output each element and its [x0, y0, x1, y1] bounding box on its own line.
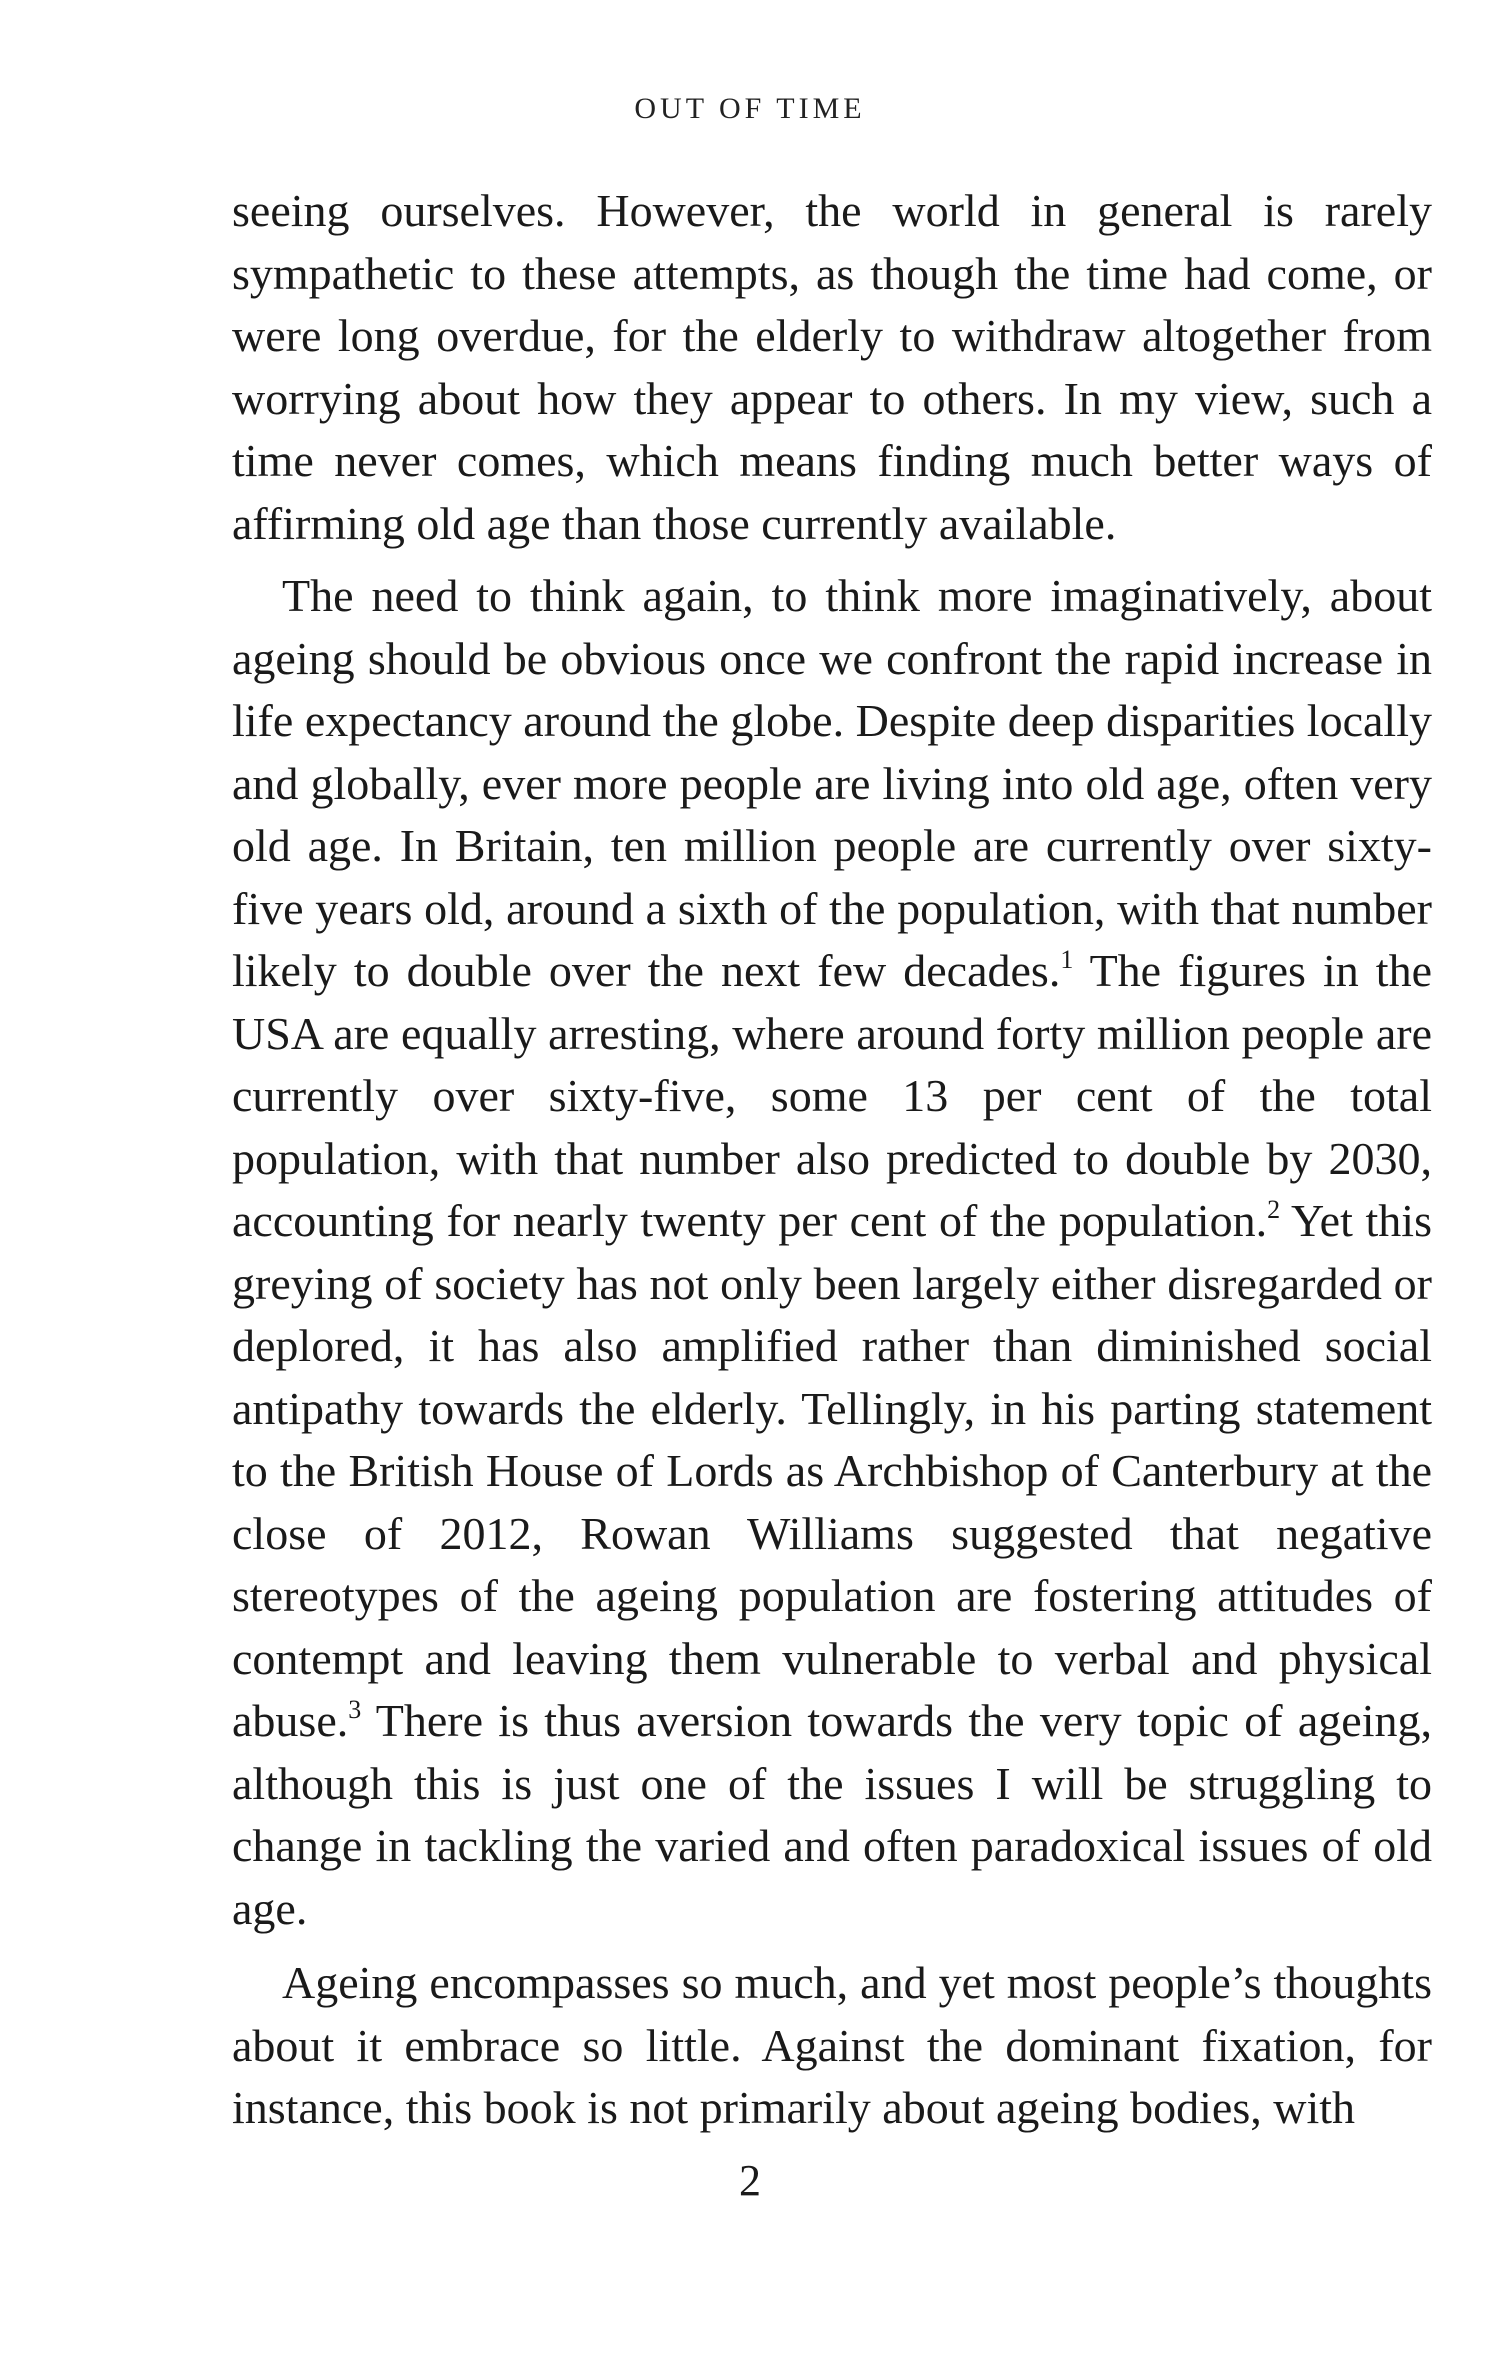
paragraph-3: Ageing encompasses so much, and yet most people’s thoughts about it embrace so little. Against the dominant fixation, for instance, this book is not primarily about ageing bodies, with — [232, 1957, 1432, 2133]
paragraph-1: seeing ourselves. However, the world in general is rarely sympathetic to these attempts, as though the time had come, or were long overdue, for the elderly to withdraw altogether from worrying about how they appear to others. In my view, such a time never comes, which means finding much better ways of affirming old age than those currently available. — [232, 185, 1432, 549]
paragraph-2-segment-1: The need to think again, to think more imaginatively, about ageing should be obvious once we confront the rapid increase in life expectancy around the globe. Despite deep disparities locally and globally, ever more people are living into old age, often very old age. In Britain, ten million people are currently over sixty-five years old, around a sixth of the population, with that number likely to double over the next few decades. — [232, 570, 1432, 996]
footnote-mark-3: 3 — [348, 1694, 362, 1724]
body-text — [232, 180, 1432, 2140]
footnote-mark-1: 1 — [1060, 944, 1074, 974]
paragraph-2 — [232, 565, 1432, 1940]
footnote-mark-2: 2 — [1267, 1194, 1281, 1224]
paragraph-2-segment-2: The figures in the USA are equally arresting, where around forty million people are currently over sixty-five, some 13 per cent of the total population, with that number also predicted to double by 2030, accounting for nearly twenty per cent of the population. — [232, 945, 1432, 1246]
paragraph-2-segment-4: There is thus aversion towards the very topic of ageing, although this is just one of the issues I will be struggling to change in tackling the varied and often paradoxical issues of old age. — [232, 1695, 1432, 1934]
paragraph-2-segment-3: Yet this greying of society has not only been largely either disregarded or deplored, it has also amplified rather than diminished social antipathy towards the elderly. Tellingly, in his parting statement to the British House of Lords as Archbishop of Canterbury at the close of 2012, Rowan Williams suggested that negative stereotypes of the ageing population are fostering attitudes of contempt and leaving them vulnerable to verbal and physical abuse. — [232, 1195, 1432, 1746]
running-head: OUT OF TIME — [634, 92, 866, 125]
page-number: 2 — [739, 2156, 761, 2205]
